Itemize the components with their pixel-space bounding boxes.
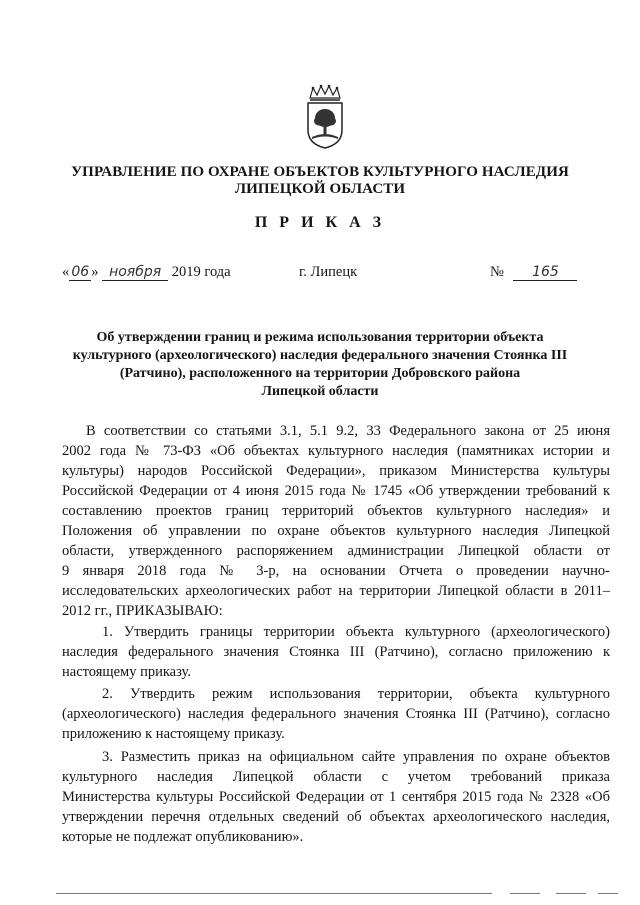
- scan-artifact-rule: [56, 893, 492, 894]
- order-city: г. Липецк: [299, 264, 358, 280]
- subject-line: Об утверждении границ и режима использования территории объекта: [96, 330, 544, 345]
- scan-artifact-rule: [510, 893, 540, 894]
- date-month: ноября: [102, 264, 168, 281]
- body-line: настоящему приказу.: [62, 664, 191, 680]
- body-line: области, утвержденного распоряжением администрации Липецкой области от: [62, 543, 610, 559]
- order-date: [62, 264, 231, 281]
- agency-name-line1: УПРАВЛЕНИЕ ПО ОХРАНЕ ОБЪЕКТОВ КУЛЬТУРНОГО НАСЛЕДИЯ: [71, 164, 569, 180]
- order-number: [490, 264, 577, 281]
- body-line: Министерства культуры Российской Федерации от 1 сентября 2015 года № 2328 «Об: [62, 789, 610, 805]
- date-quote-close: »: [91, 264, 99, 280]
- lipetsk-coat-of-arms-icon: [302, 84, 348, 150]
- subject-line: Липецкой области: [261, 384, 379, 399]
- body-line: 2012 гг., ПРИКАЗЫВАЮ:: [62, 603, 223, 619]
- body-line: исследовательских археологических работ на территории Липецкой области в 2011–: [62, 583, 610, 599]
- subject-line: культурного (археологического) наследия федерального значения Стоянка III: [72, 348, 568, 363]
- body-line: Российской Федерации от 4 июня 2015 года № 1745 «Об утверждении требований к: [62, 483, 610, 499]
- order-subject: [40, 329, 600, 401]
- date-year: 2019 года: [171, 264, 231, 280]
- body-line: 2. Утвердить режим использования территории, объекта культурного: [102, 686, 610, 702]
- body-line: культуры) народов Российской Федерации», приказом Министерства культуры: [62, 463, 610, 479]
- scan-artifact-rule: [598, 893, 618, 894]
- body-line: 9 января 2018 года № 3-р, на основании Отчета о проведении научно-: [62, 563, 610, 579]
- body-line: культурного наследия Липецкой области с учетом требований приказа: [62, 769, 610, 785]
- number-label: №: [490, 264, 504, 280]
- body-line: Положения об управлении по охране объектов культурного наследия Липецкой: [62, 523, 610, 539]
- body-line: (археологического) наследия федерального значения Стоянка III (Ратчино), согласно: [62, 706, 610, 722]
- body-line: приложению к настоящему приказу.: [62, 726, 285, 742]
- body-line: которые не подлежат опубликованию».: [62, 829, 304, 845]
- agency-name-line2: ЛИПЕЦКОЙ ОБЛАСТИ: [234, 181, 406, 197]
- date-quote-open: «: [62, 264, 70, 280]
- body-line: утверждении перечня отдельных сведений об объектах археологического наследия,: [62, 809, 610, 825]
- number-value: 165: [513, 264, 577, 281]
- body-line: В соответствии со статьями 3.1, 5.1 9.2, 33 Федерального закона от 25 июня: [86, 423, 610, 439]
- body-line: 3. Разместить приказ на официальном сайте управления по охране объектов: [102, 749, 610, 765]
- body-line: составлению проектов границ территорий объектов культурного наследия» и: [62, 503, 610, 519]
- document-type-title: П Р И К А З: [254, 214, 386, 231]
- subject-line: (Ратчино), расположенного на территории Добровского района: [119, 366, 521, 381]
- date-day: 06: [69, 264, 91, 281]
- scan-artifact-rule: [556, 893, 586, 894]
- body-line: наследия федерального значения Стоянка III (Ратчино), согласно приложению к: [62, 644, 610, 660]
- body-line: 2002 года № 73-ФЗ «Об объектах культурного наследия (памятниках истории и: [62, 443, 610, 459]
- body-line: 1. Утвердить границы территории объекта культурного (археологического): [102, 624, 610, 640]
